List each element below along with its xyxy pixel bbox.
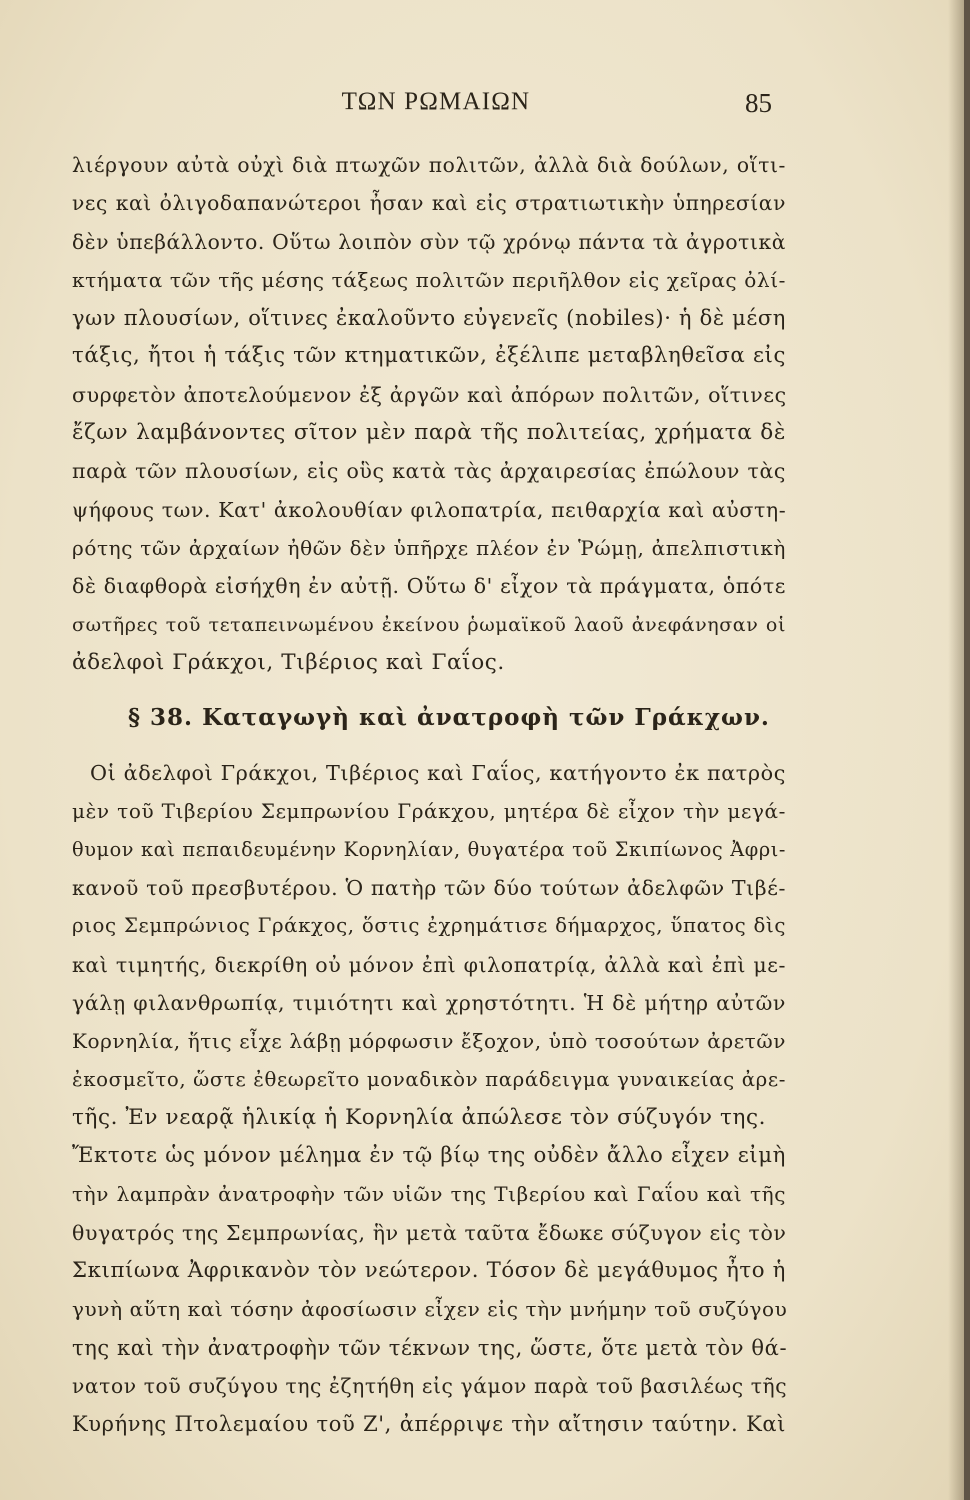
text-line: τὴν λαμπρὰν ἀνατροφὴν τῶν υἱῶν της Τιβερίου καὶ Γαΐου καὶ τῆς [72, 1182, 786, 1207]
section-heading [72, 690, 786, 748]
text-line: δὲ διαφθορὰ εἰσήχθη ἐν αὐτῇ. Οὕτω δ' εἶχον τὰ πράγματα, ὁπότε [72, 574, 786, 599]
text-line: παρὰ τῶν πλουσίων, εἰς οὓς κατὰ τὰς ἀρχαιρεσίας ἐπώλουν τὰς [72, 459, 786, 484]
text-line: Οἱ ἀδελφοὶ Γράκχοι, Τιβέριος καὶ Γαΐος, κατήγοντο ἐκ πατρὸς [90, 761, 786, 786]
text-line: γάλῃ φιλανθρωπίᾳ, τιμιότητι καὶ χρηστότητι. Ἡ δὲ μήτηρ αὐτῶν [72, 990, 786, 1015]
text-line: γων πλουσίων, οἵτινες ἐκαλοῦντο εὐγενεῖς (nobiles)· ἡ δὲ μέση [72, 306, 786, 331]
text-line: κανοῦ τοῦ πρεσβυτέρου. Ὁ πατὴρ τῶν δύο τούτων ἀδελφῶν Τιβέ- [72, 876, 786, 901]
text-line: ἔζων λαμβάνοντες σῖτον μὲν παρὰ τῆς πολιτείας, χρήματα δὲ [72, 420, 786, 446]
text-line: σωτῆρες τοῦ τεταπεινωμένου ἐκείνου ῥωμαϊκοῦ λαοῦ ἀνεφάνησαν οἱ [72, 613, 786, 636]
text-line: Κυρήνης Πτολεμαίου τοῦ Ζ', ἀπέρριψε τὴν αἴτησιν ταύτην. Καὶ [72, 1412, 786, 1437]
text-line: Κορνηλία, ἥτις εἶχε λάβῃ μόρφωσιν ἔξοχον, ὑπὸ τοσούτων ἀρετῶν [72, 1029, 786, 1054]
text-line: τῆς. Ἐν νεαρᾷ ἡλικίᾳ ἡ Κορνηλία ἀπώλεσε τὸν σύζυγόν της. [72, 1104, 767, 1130]
running-head: ΤΩΝ ΡΩΜΑΙΩΝ [341, 88, 531, 115]
text-line: κτήματα τῶν τῆς μέσης τάξεως πολιτῶν περιῆλθον εἰς χεῖρας ὀλί- [72, 267, 786, 292]
text-line: ρότης τῶν ἀρχαίων ἠθῶν δὲν ὑπῆρχε πλέον ἐν Ῥώμῃ, ἀπελπιστικὴ [72, 535, 786, 560]
text-line: νες καὶ ὀλιγοδαπανώτεροι ἦσαν καὶ εἰς στρατιωτικὴν ὑπηρεσίαν [72, 191, 786, 216]
section-number: § 38. [128, 704, 194, 732]
page-header [100, 88, 772, 128]
text-line: δὲν ὑπεβάλλοντο. Οὕτω λοιπὸν σὺν τῷ χρόνῳ πάντα τὰ ἀγροτικὰ [72, 229, 786, 254]
text-line: μὲν τοῦ Τιβερίου Σεμπρωνίου Γράκχου, μητέρα δὲ εἶχον τὴν μεγά- [72, 799, 786, 824]
text-line: ἀδελφοὶ Γράκχοι, Τιβέριος καὶ Γαΐος. [72, 649, 505, 675]
text-line: γυνὴ αὕτη καὶ τόσην ἀφοσίωσιν εἶχεν εἰς τὴν μνήμην τοῦ συζύγου [72, 1297, 788, 1322]
text-line: Ἔκτοτε ὡς μόνον μέλημα ἐν τῷ βίῳ της οὐδὲν ἄλλο εἶχεν εἰμὴ [72, 1143, 786, 1169]
page-edge [964, 0, 970, 1500]
body-text [72, 146, 786, 1444]
text-line: ψήφους των. Κατ' ἀκολουθίαν φιλοπατρία, πειθαρχία καὶ αὐστη- [72, 497, 787, 522]
text-line: θυγατρός της Σεμπρωνίας, ἣν μετὰ ταῦτα ἔδωκε σύζυγον εἰς τὸν [72, 1220, 787, 1245]
text-line: τάξις, ἤτοι ἡ τάξις τῶν κτηματικῶν, ἐξέλιπε μεταβληθεῖσα εἰς [72, 343, 786, 369]
text-line: της καὶ τὴν ἀνατροφὴν τῶν τέκνων της, ὥστε, ὅτε μετὰ τὸν θά- [72, 1335, 788, 1360]
text-line: θυμον καὶ πεπαιδευμένην Κορνηλίαν, θυγατέρα τοῦ Σκιπίωνος Ἀφρι- [72, 837, 786, 861]
text-line: Σκιπίωνα Ἀφρικανὸν τὸν νεώτερον. Τόσον δὲ μεγάθυμος ἦτο ἡ [72, 1258, 786, 1284]
page-number: 85 [745, 88, 772, 118]
paragraph-2 [72, 754, 786, 1443]
paragraph-1 [72, 146, 786, 682]
text-line: καὶ τιμητής, διεκρίθη οὐ μόνον ἐπὶ φιλοπατρίᾳ, ἀλλὰ καὶ ἐπὶ με- [72, 952, 786, 977]
section-title: Καταγωγὴ καὶ ἀνατροφὴ τῶν Γράκχων. [202, 704, 770, 732]
text-line: ἐκοσμεῖτο, ὥστε ἐθεωρεῖτο μοναδικὸν παράδειγμα γυναικείας ἀρε- [72, 1067, 786, 1091]
text-line: νατον τοῦ συζύγου της ἐζητήθη εἰς γάμον παρὰ τοῦ βασιλέως τῆς [72, 1373, 788, 1398]
text-line: ριος Σεμπρώνιος Γράκχος, ὅστις ἐχρημάτισε δήμαρχος, ὕπατος δὶς [72, 914, 786, 938]
text-line: συρφετὸν ἀποτελούμενον ἐξ ἀργῶν καὶ ἀπόρων πολιτῶν, οἵτινες [72, 382, 787, 407]
text-line: λιέργουν αὐτὰ οὐχὶ διὰ πτωχῶν πολιτῶν, ἀλλὰ διὰ δούλων, οἵτι- [72, 153, 786, 177]
